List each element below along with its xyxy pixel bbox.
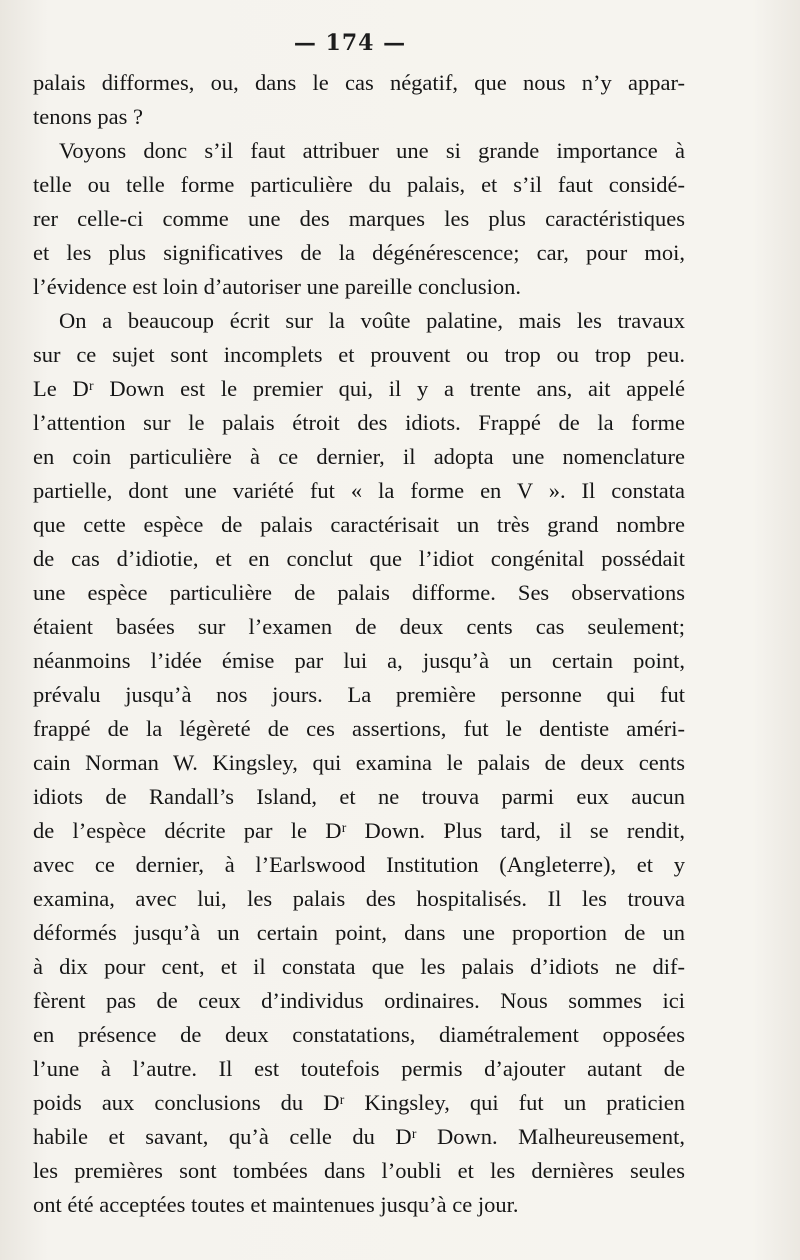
text-line: prévalu jusqu’à nos jours. La première personne qui fut bbox=[33, 682, 685, 707]
text-line: poids aux conclusions du Dʳ Kingsley, qui fut un praticien bbox=[33, 1090, 685, 1115]
text-line: tenons pas ? bbox=[33, 104, 143, 129]
text-line: avec ce dernier, à l’Earlswood Institution (Angleterre), et y bbox=[33, 852, 685, 877]
text-line: rer celle-ci comme une des marques les plus caractéristiques bbox=[33, 206, 685, 231]
text-line: examina, avec lui, les palais des hospitalisés. Il les trouva bbox=[33, 886, 685, 911]
text-line: l’une à l’autre. Il est toutefois permis d’ajouter autant de bbox=[33, 1056, 685, 1081]
text-line: les premières sont tombées dans l’oubli et les dernières seules bbox=[33, 1158, 685, 1183]
text-line: palais difformes, ou, dans le cas négatif, que nous n’y appar- bbox=[33, 70, 685, 95]
text-line: telle ou telle forme particulière du palais, et s’il faut considé- bbox=[33, 172, 685, 197]
text-line: en présence de deux constatations, diamétralement opposées bbox=[33, 1022, 685, 1047]
text-line: l’évidence est loin d’autoriser une pareille conclusion. bbox=[33, 274, 521, 299]
text-line: l’attention sur le palais étroit des idiots. Frappé de la forme bbox=[33, 410, 685, 435]
text-line: ont été acceptées toutes et maintenues jusqu’à ce jour. bbox=[33, 1192, 519, 1217]
text-line: Voyons donc s’il faut attribuer une si grande importance à bbox=[59, 138, 685, 163]
text-line: étaient basées sur l’examen de deux cents cas seulement; bbox=[33, 614, 685, 639]
text-line: de cas d’idiotie, et en conclut que l’idiot congénital possédait bbox=[33, 546, 685, 571]
text-line: et les plus significatives de la dégénérescence; car, pour moi, bbox=[33, 240, 685, 265]
text-line: cain Norman W. Kingsley, qui examina le palais de deux cents bbox=[33, 750, 685, 775]
text-line: néanmoins l’idée émise par lui a, jusqu’à un certain point, bbox=[33, 648, 685, 673]
body-text bbox=[33, 66, 685, 1222]
text-line: habile et savant, qu’à celle du Dʳ Down. Malheureusement, bbox=[33, 1124, 685, 1149]
text-line: déformés jusqu’à un certain point, dans une proportion de un bbox=[33, 920, 685, 945]
text-line: partielle, dont une variété fut « la forme en V ». Il constata bbox=[33, 478, 685, 503]
text-line: en coin particulière à ce dernier, il adopta une nomenclature bbox=[33, 444, 685, 469]
page-number: — 174 — bbox=[293, 30, 407, 56]
text-line: fèrent pas de ceux d’individus ordinaires. Nous sommes ici bbox=[33, 988, 685, 1013]
text-line: On a beaucoup écrit sur la voûte palatine, mais les travaux bbox=[59, 308, 685, 333]
text-line: une espèce particulière de palais difforme. Ses observations bbox=[33, 580, 685, 605]
text-line: de l’espèce décrite par le Dʳ Down. Plus tard, il se rendit, bbox=[33, 818, 685, 843]
text-line: sur ce sujet sont incomplets et prouvent ou trop ou trop peu. bbox=[33, 342, 685, 367]
text-line: Le Dʳ Down est le premier qui, il y a trente ans, ait appelé bbox=[33, 376, 685, 401]
text-line: que cette espèce de palais caractérisait un très grand nombre bbox=[33, 512, 685, 537]
text-line: à dix pour cent, et il constata que les palais d’idiots ne dif- bbox=[33, 954, 685, 979]
text-line: idiots de Randall’s Island, et ne trouva parmi eux aucun bbox=[33, 784, 685, 809]
text-line: frappé de la légèreté de ces assertions, fut le dentiste améri- bbox=[33, 716, 685, 741]
